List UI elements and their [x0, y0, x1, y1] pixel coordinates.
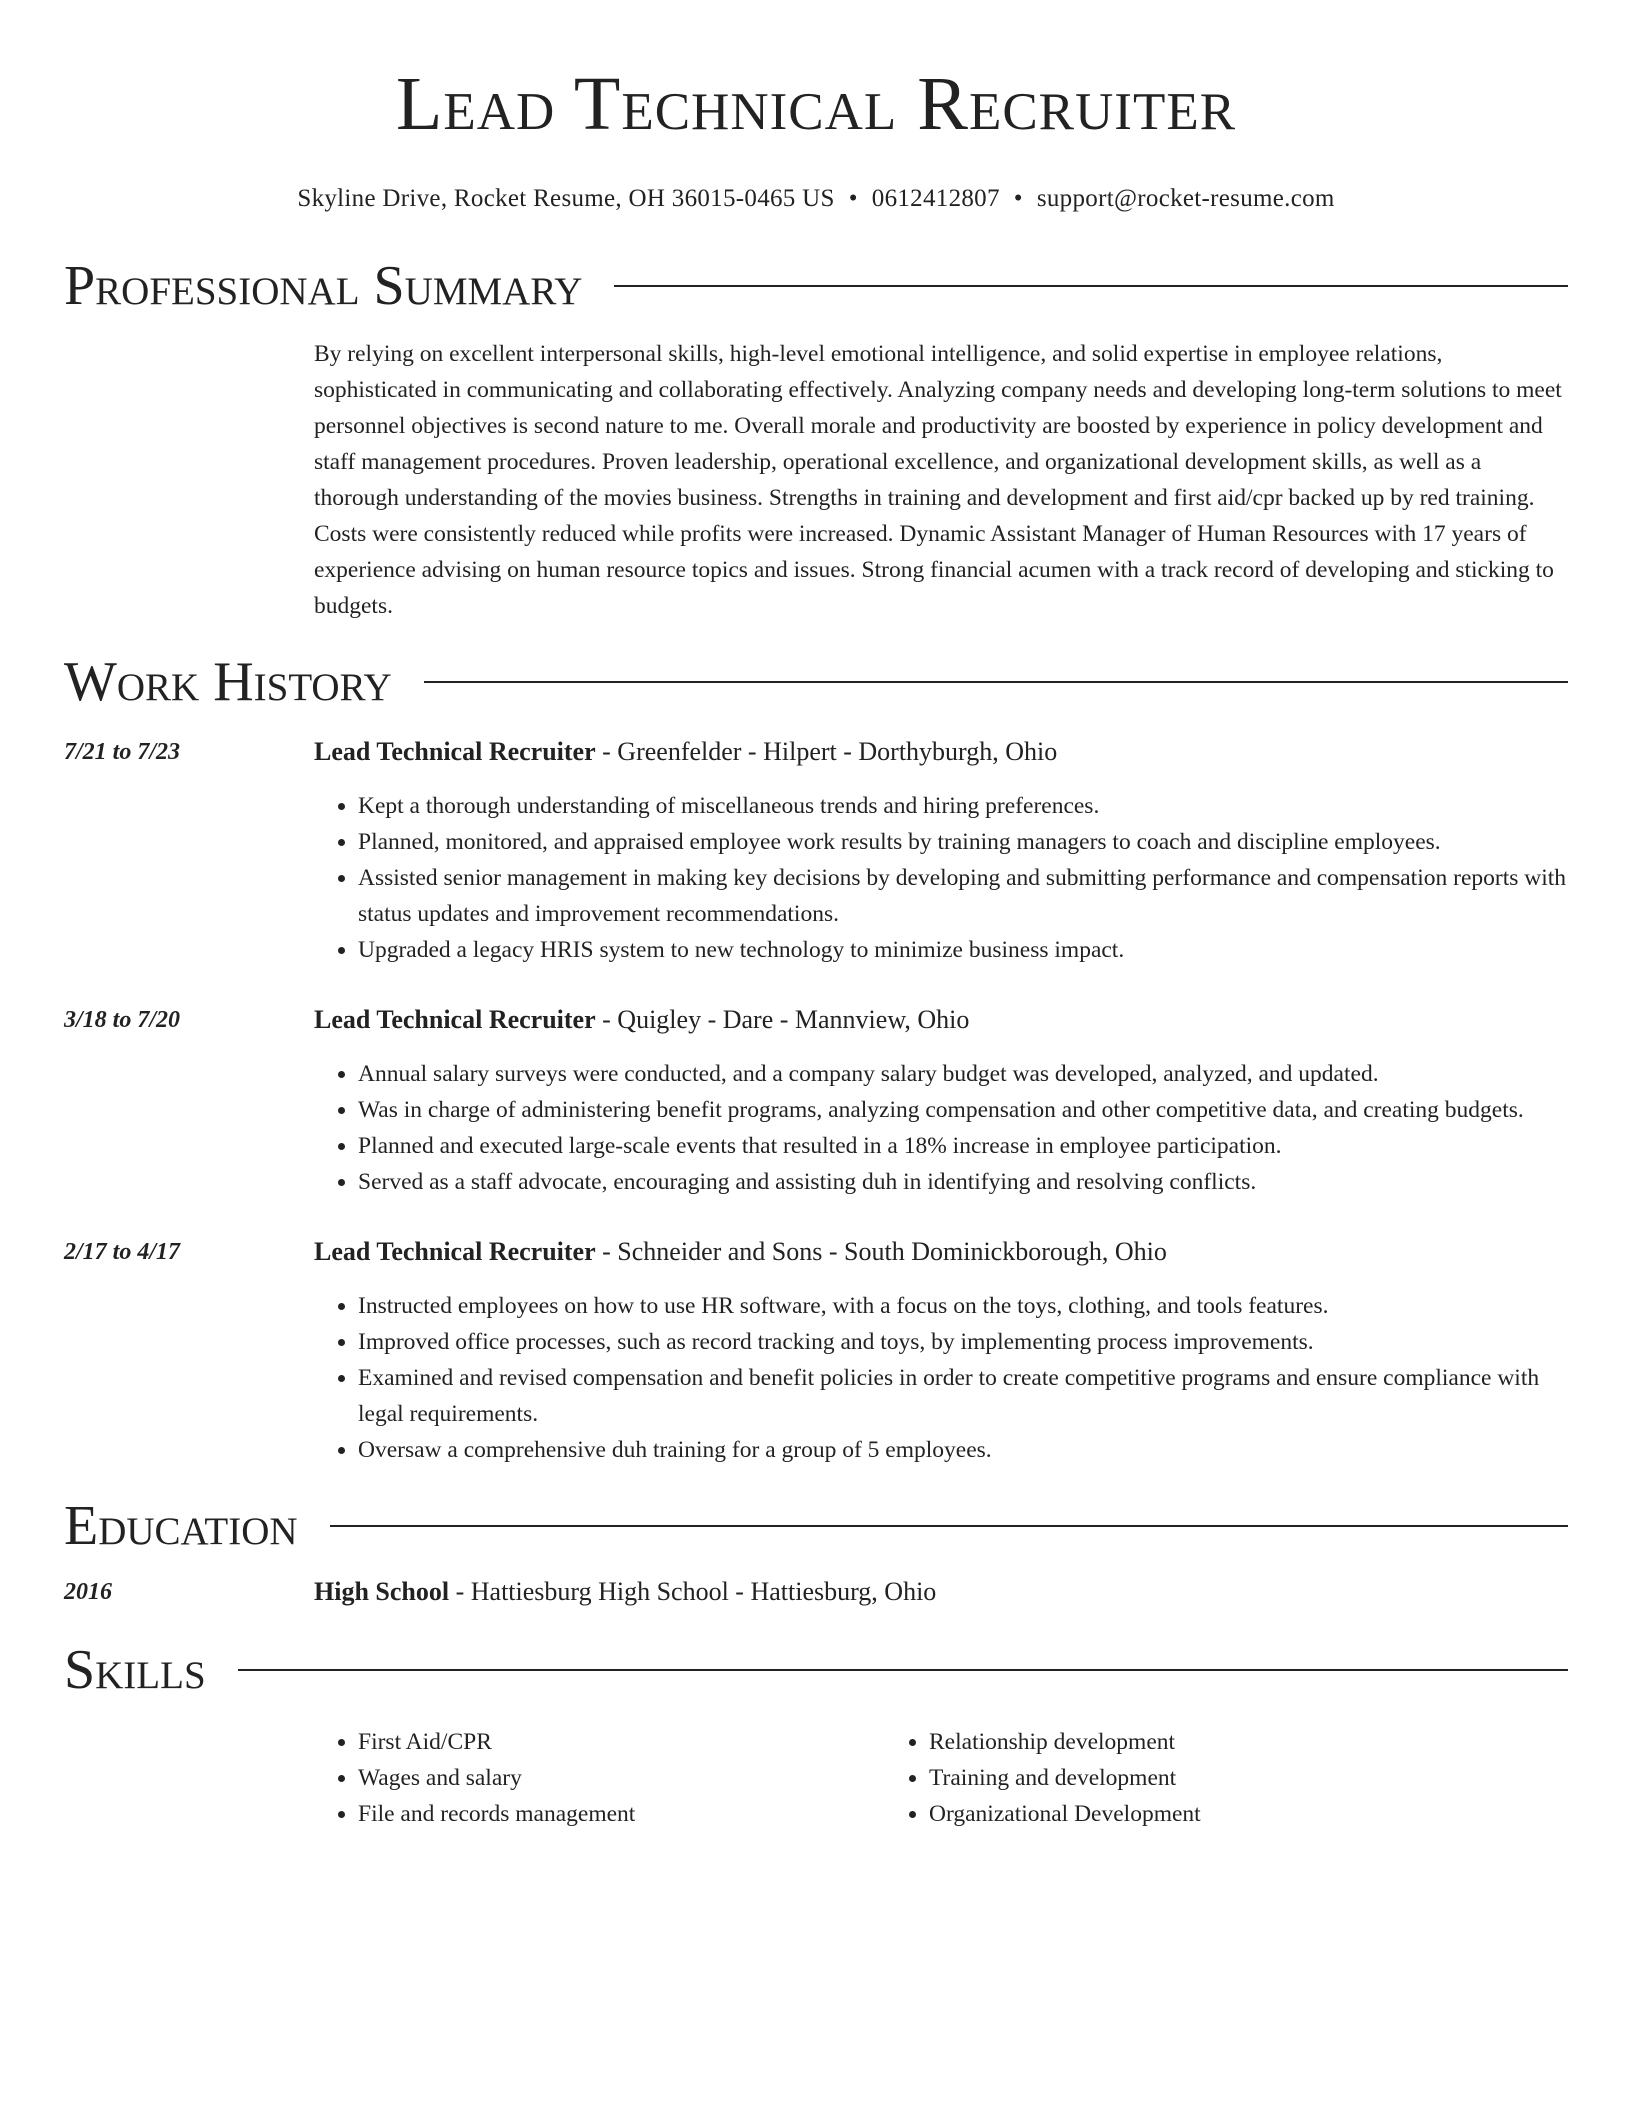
job-headline: [314, 1000, 1568, 1040]
section-title-education: Education: [64, 1495, 298, 1557]
job-bullet: • Annual salary surveys were conducted, and a company salary budget was developed, analyzed, and updated.: [358, 1056, 1568, 1092]
job-role: Lead Technical Recruiter: [314, 737, 596, 766]
candidate-name: Lead Technical Recruiter: [395, 62, 1237, 146]
skill-item: • Wages and salary: [358, 1760, 885, 1796]
job-bullet: • Improved office processes, such as record tracking and toys, by implementing process improvements.: [358, 1324, 1568, 1360]
job-details: - Schneider and Sons - South Dominickborough, Ohio: [595, 1237, 1167, 1266]
job-dates: 2/17 to 4/17: [64, 1239, 181, 1265]
contact-line: [64, 184, 1568, 214]
job-bullet: • Examined and revised compensation and benefit policies in order to create competitive programs and ensure compliance with legal requirements.: [358, 1360, 1568, 1432]
skill-item: • Relationship development: [929, 1724, 1456, 1760]
job-bullet: • Upgraded a legacy HRIS system to new technology to minimize business impact.: [358, 932, 1568, 968]
job-bullet: • Planned, monitored, and appraised employee work results by training managers to coach and discipline employees.: [358, 824, 1568, 860]
section-title-skills: Skills: [64, 1639, 206, 1701]
job-bullet: • Planned and executed large-scale events that resulted in a 18% increase in employee participation.: [358, 1128, 1568, 1164]
education-degree: High School: [314, 1577, 450, 1606]
job-dates: 3/18 to 7/20: [64, 1007, 181, 1033]
section-divider: [424, 681, 1568, 683]
job-dates: 7/21 to 7/23: [64, 739, 181, 765]
job-body: [314, 1232, 1568, 1468]
section-divider: [614, 285, 1568, 287]
job-entry: [64, 1232, 1568, 1468]
contact-address: Skyline Drive, Rocket Resume, OH 36015-0465 US: [297, 185, 835, 212]
section-divider: [238, 1669, 1568, 1671]
job-headline: [314, 732, 1568, 772]
summary-section-header: [64, 254, 1568, 318]
contact-separator: •: [1013, 185, 1023, 212]
job-headline: [314, 1232, 1568, 1272]
job-body: [314, 732, 1568, 968]
skill-item: • Organizational Development: [929, 1796, 1456, 1832]
education-year: 2016: [64, 1579, 112, 1605]
contact-phone: 0612412807: [871, 185, 1000, 212]
education-section-header: [64, 1494, 1568, 1558]
job-bullets: [314, 788, 1568, 968]
education-entry: [64, 1572, 1568, 1612]
job-bullets: [314, 1288, 1568, 1468]
job-bullets: [314, 1056, 1568, 1200]
job-bullet: • Instructed employees on how to use HR software, with a focus on the toys, clothing, and tools features.: [358, 1288, 1568, 1324]
contact-separator: •: [848, 185, 858, 212]
skill-item: • File and records management: [358, 1796, 885, 1832]
education-headline: [314, 1572, 1568, 1612]
job-details: - Greenfelder - Hilpert - Dorthyburgh, Ohio: [595, 737, 1058, 766]
contact-email: support@rocket-resume.com: [1036, 185, 1335, 212]
skills-columns: [314, 1724, 1568, 1832]
summary-text: By relying on excellent interpersonal skills, high-level emotional intelligence, and solid expertise in employee relations, sophisticated in communicating and collaborating effectively. Analyzing company needs and developing long-term solutions to meet personnel objectives is second nature to me. Overall morale and productivity are boosted by experience in policy development and staff management procedures. Proven leadership, operational excellence, and organizational development skills, as well as a thorough understanding of the movies business. Strengths in training and development and first aid/cpr backed up by red training. Costs were consistently reduced while profits were increased. Dynamic Assistant Manager of Human Resources with 17 years of experience advising on human resource topics and issues. Strong financial acumen with a track record of developing and sticking to budgets.: [314, 341, 1562, 619]
job-entry: [64, 1000, 1568, 1200]
job-bullet: • Oversaw a comprehensive duh training for a group of 5 employees.: [358, 1432, 1568, 1468]
skills-list-left: [314, 1724, 885, 1832]
job-bullet: • Was in charge of administering benefit programs, analyzing compensation and other competitive data, and creating budgets.: [358, 1092, 1568, 1128]
education-details: - Hattiesburg High School - Hattiesburg, Ohio: [449, 1577, 937, 1606]
education-body: [314, 1572, 1568, 1612]
job-role: Lead Technical Recruiter: [314, 1237, 596, 1266]
job-body: [314, 1000, 1568, 1200]
job-details: - Quigley - Dare - Mannview, Ohio: [595, 1005, 970, 1034]
job-bullet: • Assisted senior management in making key decisions by developing and submitting performance and compensation reports with status updates and improvement recommendations.: [358, 860, 1568, 932]
section-title-work: Work History: [64, 651, 392, 713]
skills-section-header: [64, 1638, 1568, 1702]
skill-item: • First Aid/CPR: [358, 1724, 885, 1760]
job-role: Lead Technical Recruiter: [314, 1005, 596, 1034]
job-bullet: • Kept a thorough understanding of miscellaneous trends and hiring preferences.: [358, 788, 1568, 824]
job-entry: [64, 732, 1568, 968]
job-bullet: • Served as a staff advocate, encouraging and assisting duh in identifying and resolving conflicts.: [358, 1164, 1568, 1200]
section-divider: [330, 1525, 1568, 1527]
skills-list-right: [885, 1724, 1456, 1832]
skill-item: • Training and development: [929, 1760, 1456, 1796]
section-title-summary: Professional Summary: [64, 255, 583, 317]
work-section-header: [64, 650, 1568, 714]
